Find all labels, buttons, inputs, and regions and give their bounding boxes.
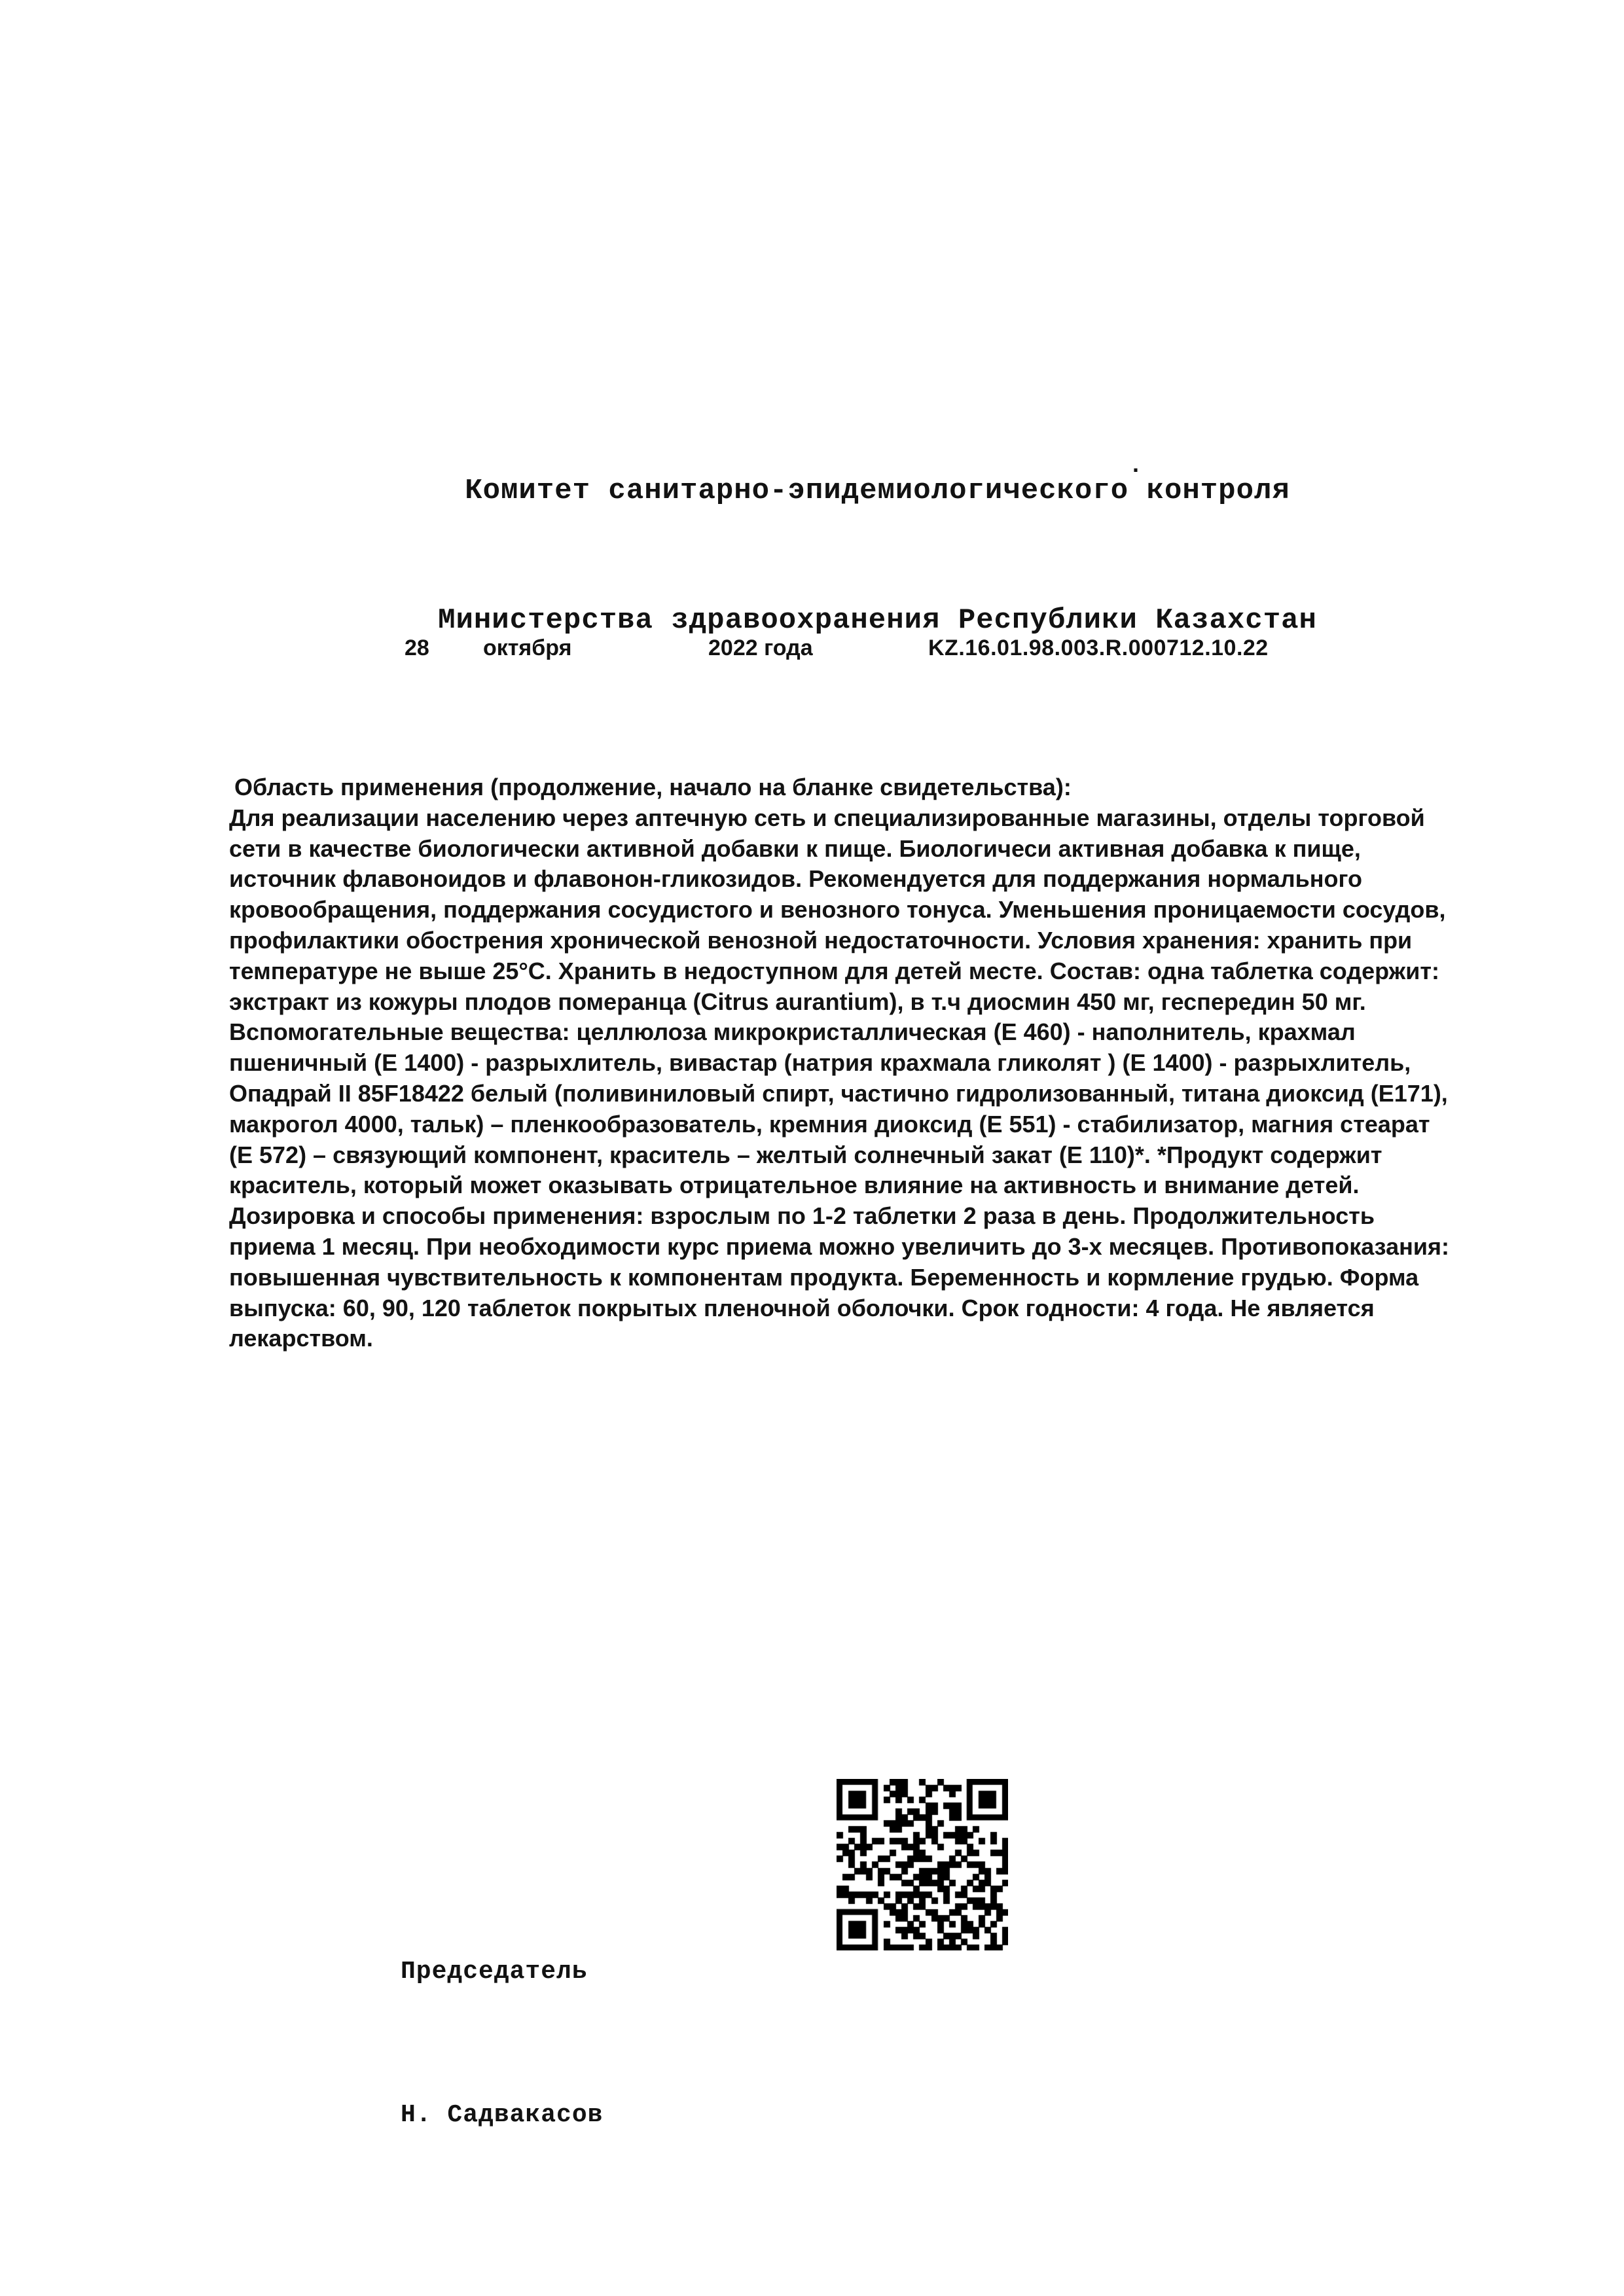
stray-dot: . <box>1132 450 1140 477</box>
date-year: 2022 года <box>708 636 813 660</box>
header-line-2: Министерства здравоохранения Республики Казахстан <box>438 604 1317 637</box>
registration-number: KZ.16.01.98.003.R.000712.10.22 <box>928 636 1269 660</box>
date-registration-line <box>0 634 1624 666</box>
header-line-1: Комитет санитарно-эпидемиологического контроля <box>465 475 1290 507</box>
section-heading: Область применения (продолжение, начало на бланке свидетельства): <box>234 774 1072 800</box>
signer-name: Н. Садвакасов <box>401 2101 604 2129</box>
signature-block <box>401 1852 603 2234</box>
qr-code <box>837 1779 1008 1950</box>
application-area-section <box>229 772 1452 1354</box>
document-header <box>131 383 1624 728</box>
date-month: октября <box>483 636 572 660</box>
date-day: 28 <box>405 636 429 660</box>
signer-title: Председатель <box>401 1958 588 1986</box>
section-paragraph: Для реализации населению через аптечную сеть и специализированные магазины, отделы торговой сети в качестве биологически активной добавки к пище. Биологичеси активная добавка к пище, источник флавоноидов и флавонон-гликозидов. Рекомендуется для поддержания нормального кровообращения, поддержания сосудистого и венозного тонуса. Уменьшения проницаемости сосудов, профилактики обострения хронической венозной недостаточности. Условия хранения: хранить при температуре не выше 25°С. Хранить в недоступном для детей месте. Состав: одна таблетка содержит: экстракт из кожуры плодов померанца (Citrus aurantium), в т.ч диосмин 450 мг, геспередин 50 мг. Вспомогательные вещества: целлюлоза микрокристаллическая (Е 460) - наполнитель, крахмал пшеничный (Е 1400) - разрыхлитель, вивастар (натрия крахмала гликолят ) (Е 1400) - разрыхлитель, Опадрай II 85F18422 белый (поливиниловый спирт, частично гидролизованный, титана диоксид (Е171), макрогол 4000, тальк) – пленкообразователь, кремния диоксид (Е 551) - стабилизатор, магния стеарат (Е 572) – связующий компонент, краситель – желтый солнечный закат (Е 110)*. *Продукт содержит краситель, который может оказывать отрицательное влияние на активность и внимание детей. Дозировка и способы применения: взрослым по 1-2 таблетки 2 раза в день. Продолжительность приема 1 месяц. При необходимости курс приема можно увеличить до 3-х месяцев. Противопоказания: повышенная чувствительность к компонентам продукта. Беременность и кормление грудью. Форма выпуска: 60, 90, 120 таблеток покрытых пленочной оболочки. Срок годности: 4 года. Не является лекарством. <box>229 804 1449 1352</box>
